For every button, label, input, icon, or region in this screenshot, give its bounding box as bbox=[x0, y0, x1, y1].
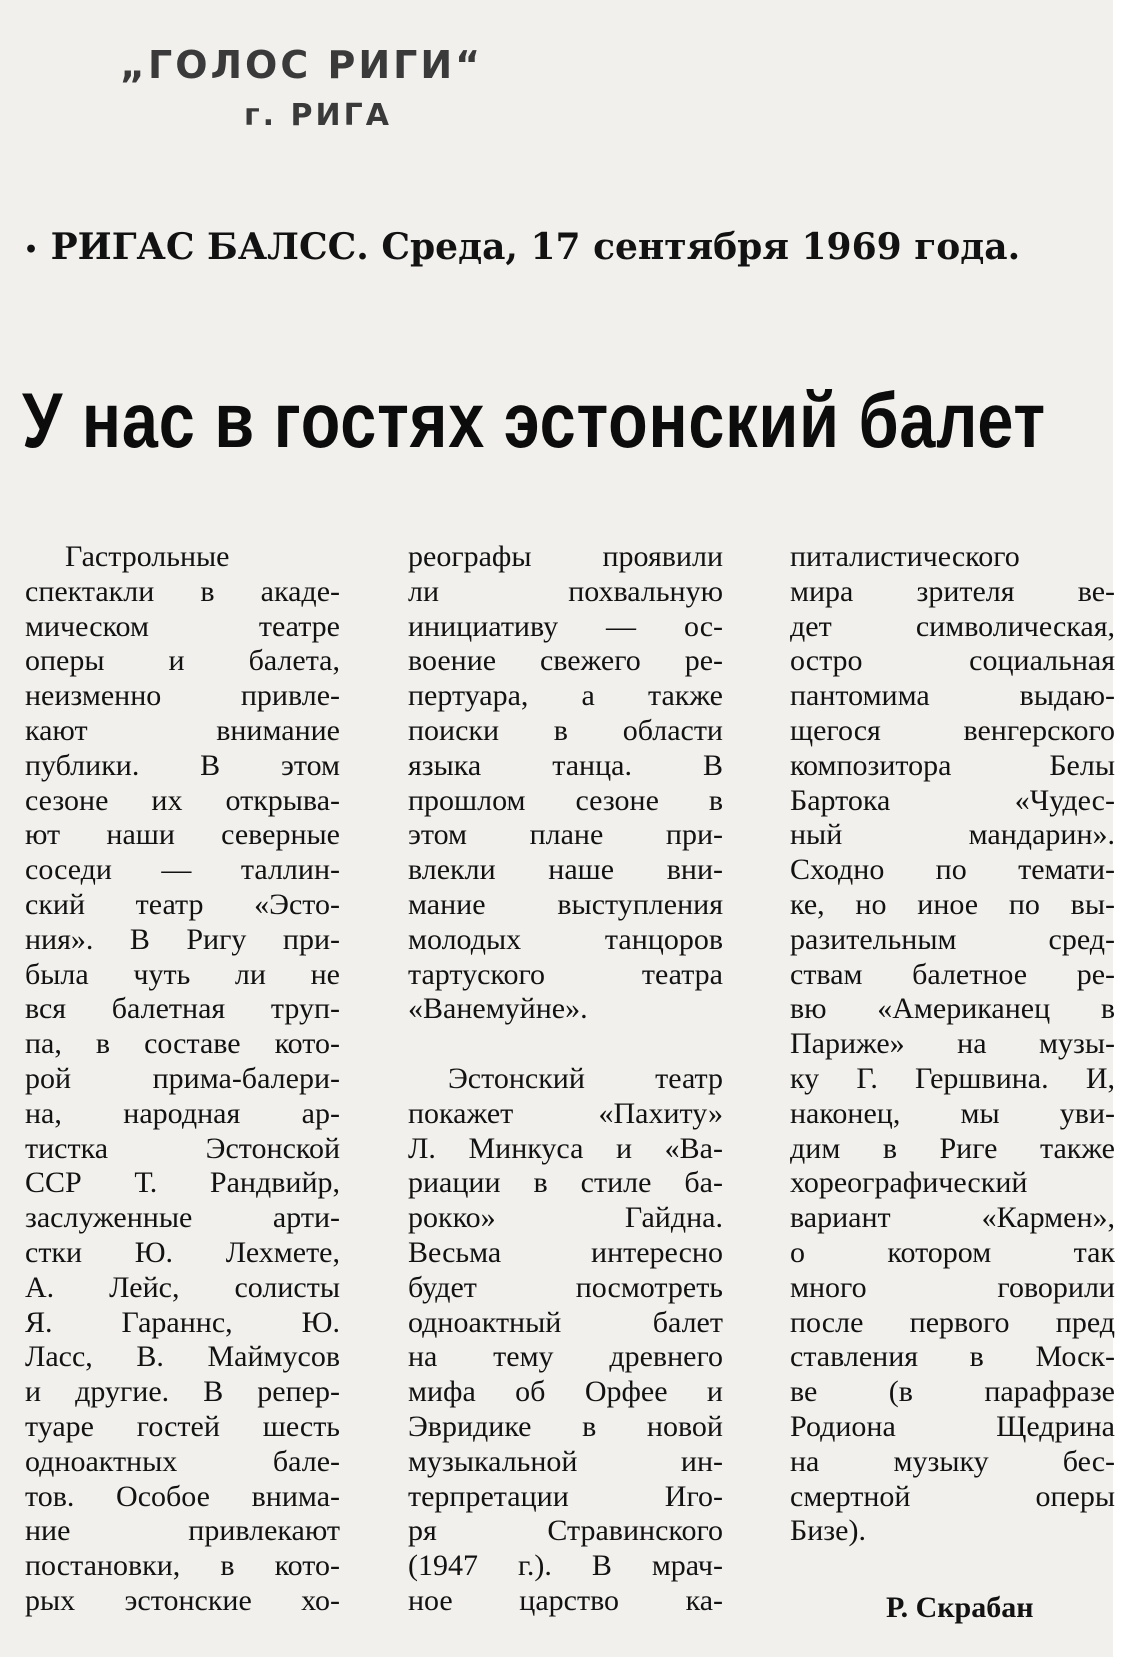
text-line: Бизе). bbox=[790, 1514, 866, 1548]
text-line: реографы проявили bbox=[408, 540, 723, 573]
text-line: стки Ю. Лехмете, bbox=[25, 1235, 340, 1269]
text-line: ке, но иное по вы- bbox=[790, 887, 1115, 921]
text-line: неизменно привле- bbox=[25, 679, 340, 713]
text-line: (1947 г.). В мрач- bbox=[408, 1549, 723, 1583]
text-line: туаре гостей шесть bbox=[25, 1409, 340, 1443]
text-line: Я. Гараннс, Ю. bbox=[25, 1305, 340, 1339]
archive-stamp bbox=[120, 40, 540, 136]
article-column-3 bbox=[790, 540, 1115, 1549]
text-line: воение свежего ре- bbox=[408, 644, 723, 678]
text-line: мическом театре bbox=[25, 609, 340, 643]
text-line: Весьма интересно bbox=[408, 1235, 723, 1269]
dateline-text: РИГАС БАЛСС. Среда, 17 сентября 1969 года. bbox=[50, 226, 1021, 268]
text-line: Эвридике в новой bbox=[408, 1409, 723, 1443]
text-line: ют наши северные bbox=[25, 818, 340, 852]
text-line: ное царство ка- bbox=[408, 1583, 723, 1617]
text-line: после первого пред bbox=[790, 1305, 1115, 1339]
text-line: остро социальная bbox=[790, 644, 1115, 678]
text-line: оперы и балета, bbox=[25, 644, 340, 678]
text-line: на тему древнего bbox=[408, 1340, 723, 1374]
text-line: музыкальной ин- bbox=[408, 1444, 723, 1478]
text-line: одноактных бале- bbox=[25, 1444, 340, 1478]
text-line: ный мандарин». bbox=[790, 818, 1115, 852]
text-line: дим в Риге также bbox=[790, 1131, 1115, 1165]
text-line: пантомима выдаю- bbox=[790, 679, 1115, 713]
text-line: Сходно по темати- bbox=[790, 853, 1115, 887]
text-line: Бартока «Чудес- bbox=[790, 783, 1115, 817]
text-line: ССР Т. Рандвийр, bbox=[25, 1166, 340, 1200]
article-column-2 bbox=[408, 540, 723, 1619]
text-line: тартуского театра bbox=[408, 957, 723, 991]
text-line: ря Стравинского bbox=[408, 1514, 723, 1548]
text-line: была чуть ли не bbox=[25, 957, 340, 991]
text-line: Гастрольные bbox=[65, 540, 230, 573]
text-line: Эстонский театр bbox=[448, 1061, 723, 1095]
text-line: щегося венгерского bbox=[790, 713, 1115, 747]
text-line: Родиона Щедрина bbox=[790, 1409, 1115, 1443]
text-line: молодых танцоров bbox=[408, 922, 723, 956]
text-line: поиски в области bbox=[408, 713, 723, 747]
text-line: вариант «Кармен», bbox=[790, 1201, 1115, 1235]
stamp-city: г. РИГА bbox=[244, 98, 392, 133]
text-line: соседи — таллин- bbox=[25, 853, 340, 887]
text-line: Ласс, В. Маймусов bbox=[25, 1340, 340, 1374]
text-line: мира зрителя ве- bbox=[790, 574, 1115, 608]
text-line: наконец, мы уви- bbox=[790, 1096, 1115, 1130]
text-line: тов. Особое внима- bbox=[25, 1479, 340, 1513]
text-line: на, народная ар- bbox=[25, 1096, 340, 1130]
text-line: будет посмотреть bbox=[408, 1270, 723, 1304]
text-line: композитора Белы bbox=[790, 748, 1115, 782]
text-line: дет символическая, bbox=[790, 609, 1115, 643]
text-line: питалистического bbox=[790, 540, 1020, 573]
text-line: ствам балетное ре- bbox=[790, 957, 1115, 991]
text-line: терпретации Иго- bbox=[408, 1479, 723, 1513]
text-line: одноактный балет bbox=[408, 1305, 723, 1339]
text-line: покажет «Пахиту» bbox=[408, 1096, 723, 1130]
text-line: Л. Минкуса и «Ва- bbox=[408, 1131, 723, 1165]
text-line: влекли наше вни- bbox=[408, 853, 723, 887]
text-line: и другие. В репер- bbox=[25, 1375, 340, 1409]
text-line: разительным сред- bbox=[790, 922, 1115, 956]
text-line: языка танца. В bbox=[408, 748, 723, 782]
text-line: ставления в Моск- bbox=[790, 1340, 1115, 1374]
author-signature: Р. Скрабан bbox=[886, 1591, 1034, 1624]
text-line: вся балетная труп- bbox=[25, 992, 340, 1026]
text-line: этом плане при- bbox=[408, 818, 723, 852]
text-line: ние привлекают bbox=[25, 1514, 340, 1548]
text-line: хореографический bbox=[790, 1166, 1028, 1200]
text-line: рокко» Гайдна. bbox=[408, 1201, 723, 1235]
text-line: ве (в парафразе bbox=[790, 1375, 1115, 1409]
text-line: ку Г. Гершвина. И, bbox=[790, 1061, 1115, 1095]
stamp-newspaper-name: „ГОЛОС РИГИ“ bbox=[120, 43, 484, 87]
text-line: о котором так bbox=[790, 1235, 1115, 1269]
text-line: рой прима-балери- bbox=[25, 1061, 340, 1095]
article-headline: У нас в гостях эстонский балет bbox=[22, 376, 1046, 464]
paragraph-gap bbox=[408, 1027, 723, 1062]
text-line: пертуара, а также bbox=[408, 679, 723, 713]
text-line: риации в стиле ба- bbox=[408, 1166, 723, 1200]
text-line: мание выступления bbox=[408, 887, 723, 921]
text-line: ния». В Ригу при- bbox=[25, 922, 340, 956]
text-line: тистка Эстонской bbox=[25, 1131, 340, 1165]
text-line: вю «Американец в bbox=[790, 992, 1115, 1026]
dateline-bullet-icon: • bbox=[24, 237, 39, 263]
text-line: инициативу — ос- bbox=[408, 609, 723, 643]
text-line: прошлом сезоне в bbox=[408, 783, 723, 817]
text-line: рых эстонские хо- bbox=[25, 1583, 340, 1617]
text-line: мифа об Орфее и bbox=[408, 1375, 723, 1409]
text-line: заслуженные арти- bbox=[25, 1201, 340, 1235]
page-margin bbox=[1113, 0, 1127, 1657]
text-line: много говорили bbox=[790, 1270, 1115, 1304]
text-line: кают внимание bbox=[25, 713, 340, 747]
text-line: ли похвальную bbox=[408, 574, 723, 608]
text-line: «Ванемуйне». bbox=[408, 992, 588, 1026]
text-line: смертной оперы bbox=[790, 1479, 1115, 1513]
text-line: спектакли в акаде- bbox=[25, 574, 340, 608]
text-line: ский театр «Эсто- bbox=[25, 887, 340, 921]
text-line: сезоне их открыва- bbox=[25, 783, 340, 817]
text-line: публики. В этом bbox=[25, 748, 340, 782]
dateline bbox=[24, 222, 1104, 275]
text-line: постановки, в кото- bbox=[25, 1549, 340, 1583]
text-line: па, в составе кото- bbox=[25, 1027, 340, 1061]
article-column-1 bbox=[25, 540, 340, 1619]
text-line: А. Лейс, солисты bbox=[25, 1270, 340, 1304]
text-line: Париже» на музы- bbox=[790, 1027, 1115, 1061]
text-line: на музыку бес- bbox=[790, 1444, 1115, 1478]
